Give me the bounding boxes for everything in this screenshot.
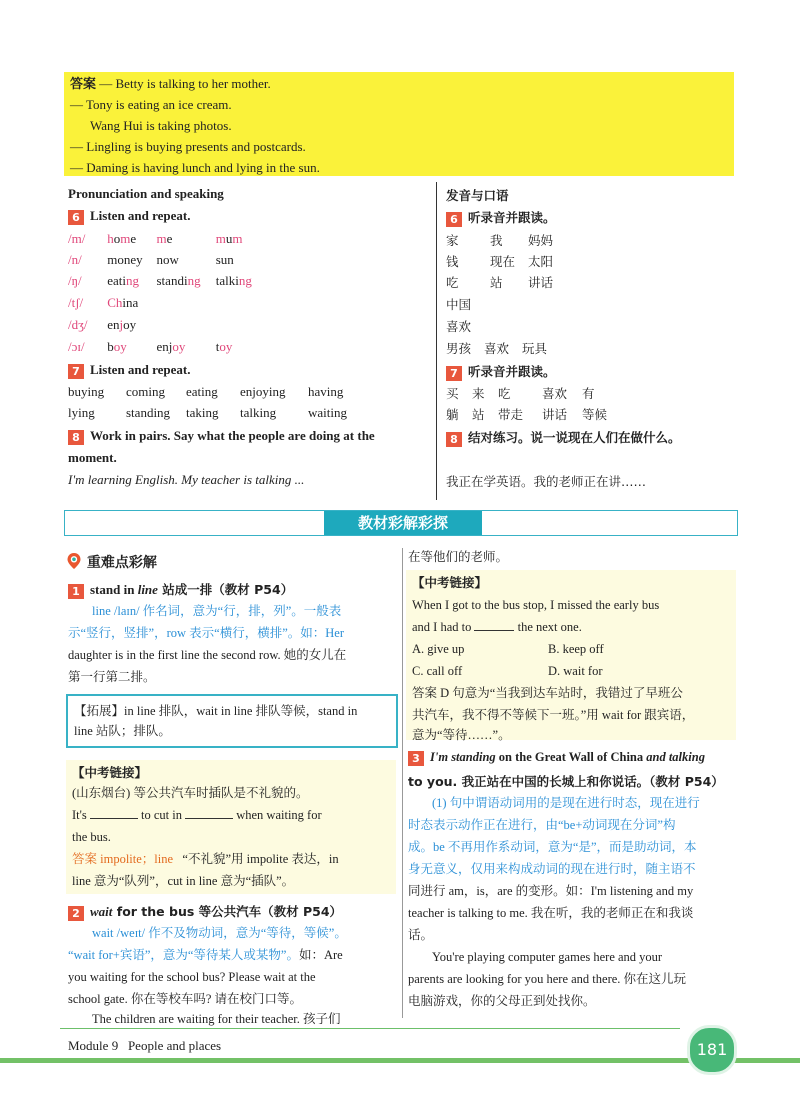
exam-link-2-answer1: 答案 D 句意为“当我到达车站时，我错过了早班公 — [412, 686, 683, 700]
blank — [185, 806, 233, 819]
pron-heading-en: Pronunciation and speaking — [68, 186, 224, 201]
exam-link-1-line5: line 意为“队列”，cut in line 意为“插队”。 — [72, 874, 295, 888]
point3-line6: teacher is talking to me. 我在听，我的老师正在和我谈 — [408, 906, 694, 920]
point3-title: 3 I'm standing on the Great Wall of China and talking — [408, 750, 705, 766]
exam-link-2-title: 【中考链接】 — [412, 575, 488, 590]
point3-line8: You're playing computer games here and your — [432, 950, 663, 964]
answer-box — [64, 72, 734, 176]
phonetic-row-dzh: /dʒ/ enjoy — [68, 317, 137, 332]
point3-line10: 电脑游戏，你的父母正到处找你。 — [408, 994, 596, 1008]
point3-line1: (1) 句中谓语动词用的是现在进行时态，现在进行 — [432, 796, 700, 810]
point2-line5: The children are waiting for their teacher. 孩子们 — [92, 1012, 341, 1026]
phonetic-row-tsh-cn: 中国 — [446, 297, 472, 312]
ex7-title-cn: 7 听录音并跟读。 — [446, 362, 556, 381]
location-pin-icon — [66, 552, 82, 570]
column-rule — [402, 548, 403, 1018]
exam-link-2-line1: When I got to the bus stop, I missed the early bus — [412, 598, 660, 612]
point2-line4: school gate. 你在等校车吗? 请在校门口等。 — [68, 992, 303, 1006]
option-row-2: C. call off D. wait for — [412, 664, 603, 678]
phonetic-row-n-cn: 钱 现在 太阳 — [446, 254, 554, 269]
point2-line2: “wait for+宾语”，意为“等待某人或某物”。如：Are — [68, 948, 343, 962]
point3-line3: 成。be 不再用作系动词，意为“是”，而是助动词，本 — [408, 840, 697, 854]
footer-rule — [60, 1028, 680, 1029]
ex7-row2-en: lying standing taking talking waiting — [68, 405, 347, 420]
extension-line2: line 站队；排队。 — [74, 724, 171, 738]
phonetic-row-tsh: /tʃ/ China — [68, 295, 139, 310]
ex7-row2-cn: 躺 站 带走 讲话 等候 — [446, 407, 608, 422]
point3-line4: 身无意义，仅用来构成动词的现在进行时，随主语不 — [408, 862, 696, 876]
section-title: 教材彩解彩探 — [324, 511, 482, 535]
exam-link-2-answer3: 意为“等待……”。 — [412, 728, 511, 742]
option-row-1: A. give up B. keep off — [412, 642, 604, 656]
point3-line5: 同进行 am，is，are 的变形。如：I'm listening and my — [408, 884, 694, 898]
phonetic-row-ng-cn: 吃 站 讲话 — [446, 275, 554, 290]
ex7-row1-cn: 买 来 吃 喜欢 有 — [446, 386, 595, 401]
phonetic-row-oi-cn: 男孩 喜欢 玩具 — [446, 341, 548, 356]
point1-line1: line /laɪn/ 作名词，意为“行，排，列”。一般表 — [92, 604, 342, 618]
ex8-title-en2: moment. — [68, 450, 117, 465]
point2-line1: wait /weɪt/ 作不及物动词，意为“等待，等候”。 — [92, 926, 347, 940]
exam-link-1-title: 【中考链接】 — [72, 765, 148, 780]
ex7-title-en: 7 Listen and repeat. — [68, 362, 191, 379]
ex6-number: 6 — [68, 210, 84, 225]
answer-line-1: 答案 — Betty is talking to her mother. — [70, 76, 271, 92]
ex8-title-en: 8 Work in pairs. Say what the people are doing at the — [68, 428, 432, 445]
exam-link-2-answer2: 共汽车，我不得不等候下一班。”用 wait for 跟宾语， — [412, 708, 695, 722]
exam-link-1-line3: the bus. — [72, 830, 111, 844]
answer-line-4: — Lingling is buying presents and postcards. — [70, 139, 306, 154]
point2-line3: you waiting for the school bus? Please wait at the — [68, 970, 316, 984]
ex8-title-cn: 8 结对练习。说一说现在人们在做什么。 — [446, 428, 681, 447]
point1-title: 1 stand in line 站成一排（教材 P54） — [68, 580, 293, 599]
phonetic-row-m: /m/ home me mum — [68, 231, 243, 246]
point1-line3: daughter is in the first line the second row. 她的女儿在 — [68, 648, 347, 662]
exam-link-2-line2: and I had to the next one. — [412, 620, 582, 634]
ex8-example-en: I'm learning English. My teacher is talking ... — [68, 472, 305, 487]
phonetic-row-m-cn: 家 我 妈妈 — [446, 233, 554, 248]
extension-line1: 【拓展】in line 排队，wait in line 排队等候，stand in — [74, 704, 358, 718]
point3-line9: parents are looking for you here and there. 你在这儿玩 — [408, 972, 687, 986]
footer-band — [0, 1058, 800, 1063]
point1-line2: 示“竖行，竖排”，row 表示“横行，横排”。如：Her — [68, 626, 344, 640]
phonetic-row-n: /n/ money now sun — [68, 252, 234, 267]
ex6-title-cn: 6 听录音并跟读。 — [446, 208, 556, 227]
exam-link-1-line1: (山东烟台) 等公共汽车时插队是不礼貌的。 — [72, 786, 309, 800]
blank — [474, 618, 514, 631]
ex8-example-cn: 我正在学英语。我的老师正在讲…… — [446, 474, 647, 489]
page-number: 181 — [687, 1025, 737, 1075]
answer-line-3: Wang Hui is taking photos. — [90, 118, 232, 133]
blank — [90, 806, 138, 819]
left-heading: 重难点彩解 — [66, 552, 157, 572]
phonetic-row-ng: /ŋ/ eating standing talking — [68, 273, 252, 288]
ex6-title-en: 6 Listen and repeat. — [68, 208, 191, 225]
point1-line4: 第一行第二排。 — [68, 670, 156, 684]
exam-link-1-answer: 答案 impolite；line “不礼貌”用 impolite 表达，in — [72, 852, 339, 866]
point3-title-line2: to you. 我正站在中国的长城上和你说话。（教材 P54） — [408, 774, 724, 789]
phonetic-row-oi: /ɔɪ/ boy enjoy toy — [68, 339, 233, 354]
pron-heading-cn: 发音与口语 — [446, 188, 509, 203]
phonetic-row-dzh-cn: 喜欢 — [446, 319, 472, 334]
answer-line-2: — Tony is eating an ice cream. — [70, 97, 232, 112]
point3-line7: 话。 — [408, 928, 434, 942]
footer-module: Module 9 People and places — [68, 1038, 222, 1053]
answer-line-5: — Daming is having lunch and lying in the sun. — [70, 160, 320, 175]
point2-title: 2 wait for the bus 等公共汽车（教材 P54） — [68, 902, 342, 921]
ex7-row1-en: buying coming eating enjoying having — [68, 384, 344, 399]
column-divider — [436, 182, 437, 500]
right-continuation: 在等他们的老师。 — [408, 550, 509, 564]
point3-line2: 时态表示动作正在进行，由“be+动词现在分词”构 — [408, 818, 676, 832]
exam-link-1-line2: It's to cut in when waiting for — [72, 808, 322, 822]
